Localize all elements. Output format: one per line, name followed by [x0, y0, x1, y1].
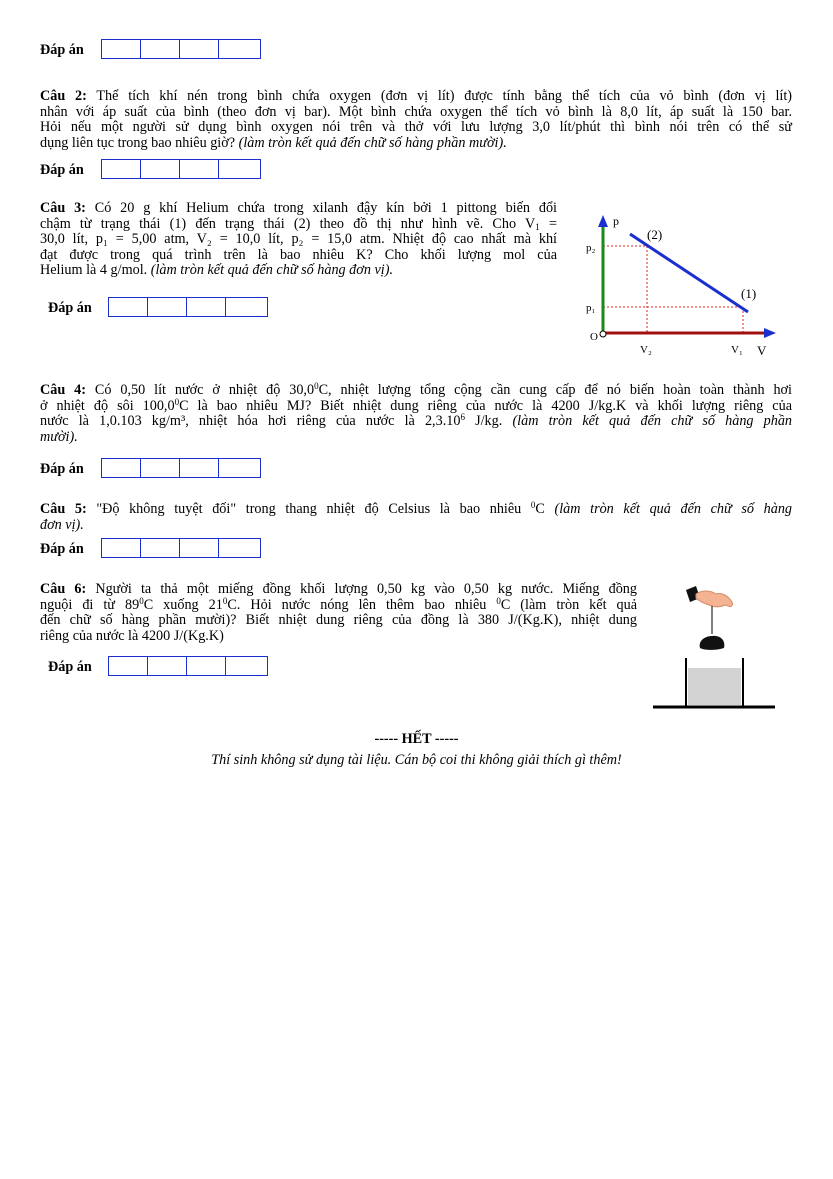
answer-cell[interactable]	[148, 298, 187, 316]
question-6-number: Câu 6:	[40, 581, 87, 597]
v-axis-arrow	[764, 328, 776, 338]
state-2-label: (2)	[647, 227, 663, 242]
answer-cell[interactable]	[180, 40, 219, 58]
v1-label: V₁	[731, 344, 743, 356]
degree-sup: 0	[496, 595, 501, 606]
beaker-illustration	[650, 578, 780, 713]
question-2-line: Thể tích khí nén trong bình chứa oxygen (đơn vị lít) được tính bằng thể tích của vỏ bình (đơn vị lít)	[96, 88, 792, 104]
question-6-text: C. Hỏi nước nóng lên thêm bao nhiêu	[227, 596, 497, 613]
answer-box-6[interactable]	[108, 656, 268, 676]
answer-cell[interactable]	[226, 657, 265, 675]
p2-label: p₂	[586, 242, 596, 254]
answer-box-4[interactable]	[101, 458, 261, 478]
answer-box-2[interactable]	[101, 159, 261, 179]
degree-sup: 0	[314, 381, 319, 391]
v2-label: V₂	[640, 344, 652, 356]
question-6-text: Người ta thả một miếng đồng khối lượng 0,50 kg vào 0,50 kg nước. Miếng đồng	[95, 581, 637, 597]
question-2-number: Câu 2:	[40, 88, 87, 104]
question-2	[40, 89, 792, 151]
answer-cell[interactable]	[180, 160, 219, 178]
p-axis-arrow	[598, 215, 608, 227]
answer-cell[interactable]	[141, 459, 180, 477]
question-6-text: C (làm tròn kết quả	[500, 596, 637, 613]
question-3-number: Câu 3:	[40, 200, 86, 216]
question-4-text: C, nhiệt lượng tổng cộng cần cung cấp để nó biến hoàn toàn thành hơi	[318, 382, 793, 398]
answer-cell[interactable]	[187, 657, 226, 675]
origin-label: O	[590, 331, 598, 343]
answer-cell[interactable]	[141, 539, 180, 557]
answer-label-1: Đáp án	[40, 42, 84, 58]
question-2-line: dụng liên tục trong bao nhiêu giờ?	[40, 134, 236, 151]
p1-label: p₁	[586, 302, 596, 314]
question-4-text: C là bao nhiêu MJ? Biết nhiệt dung riêng của nước là 4200 J/kg.K và khối lượng riêng của	[179, 397, 792, 414]
copper-piece	[700, 636, 725, 650]
question-2-line: Hỏi nếu một người sử dụng bình oxygen nói trên và thở với lưu lượng 3,0 lít/phút thì bình nói trên có thể sử	[40, 119, 792, 136]
answer-label-2: Đáp án	[40, 162, 84, 178]
hand-icon	[686, 586, 733, 607]
degree-sup: 0	[139, 595, 144, 606]
question-6-text: C xuống 21	[143, 596, 223, 613]
question-6	[40, 582, 637, 644]
answer-cell[interactable]	[102, 539, 141, 557]
exam-note: Thí sinh không sử dụng tài liệu. Cán bộ coi thi không giải thích gì thêm!	[211, 752, 622, 768]
question-2-hint: (làm tròn kết quả đến chữ số hàng phần mười).	[238, 134, 507, 151]
question-3-line: chậm từ trạng thái (1) đến trạng thái (2) theo đồ thị như hình vẽ. Cho V	[40, 215, 536, 232]
question-5	[40, 502, 792, 533]
water	[688, 668, 741, 705]
answer-cell[interactable]	[102, 160, 141, 178]
state-1-label: (1)	[741, 286, 757, 301]
p-axis-label: p	[613, 214, 619, 228]
answer-cell[interactable]	[187, 298, 226, 316]
question-3	[40, 201, 557, 279]
question-3-line: Helium là 4 g/mol.	[40, 262, 148, 279]
answer-label-6: Đáp án	[48, 659, 92, 675]
answer-cell[interactable]	[109, 657, 148, 675]
question-3-line: đạt được trong quá trình trên là bao nhiêu K? Cho khối lượng mol của	[40, 246, 557, 263]
answer-cell[interactable]	[148, 657, 187, 675]
answer-label-4: Đáp án	[40, 461, 84, 477]
answer-box-3[interactable]	[108, 297, 268, 317]
answer-cell[interactable]	[219, 539, 258, 557]
answer-cell[interactable]	[180, 539, 219, 557]
answer-cell[interactable]	[141, 40, 180, 58]
answer-box-1[interactable]	[101, 39, 261, 59]
question-2-line: nhân với áp suất của bình (theo đơn vị bar). Một bình chứa oxygen thể tích vỏ bình là 8,0 lít, áp suất là 150 bar.	[40, 103, 792, 120]
question-6-text: riêng của nước là 4200 J/(Kg.K)	[40, 627, 224, 644]
question-4-number: Câu 4:	[40, 382, 86, 398]
question-5-text: C	[535, 501, 555, 517]
pv-graph	[580, 208, 780, 363]
process-line	[630, 234, 748, 312]
question-3-line: Có 20 g khí Helium chứa trong xilanh đậy kín bởi 1 pittong biến đổi	[94, 200, 557, 216]
answer-cell[interactable]	[219, 160, 258, 178]
question-5-hint: (làm tròn kết quả đến chữ số hàng	[554, 501, 793, 517]
answer-cell[interactable]	[219, 40, 258, 58]
question-5-number: Câu 5:	[40, 501, 87, 517]
answer-cell[interactable]	[102, 459, 141, 477]
question-6-text: nguội đi từ 89	[40, 596, 140, 613]
question-6-text: đến chữ số hàng phần mười)? Biết nhiệt dung riêng của đồng là 380 J/(Kg.K), nhiệt dung	[40, 612, 637, 629]
answer-cell[interactable]	[141, 160, 180, 178]
answer-label-5: Đáp án	[40, 541, 84, 557]
question-5-hint: đơn vị).	[40, 516, 84, 533]
question-3-hint: (làm tròn kết quả đến chữ số hàng đơn vị).	[150, 262, 394, 279]
question-4-text: nước là 1,0.103 kg/m³, nhiệt hóa hơi riêng của nước là 2,3.10	[40, 413, 461, 430]
degree-sup: 0	[174, 396, 180, 407]
question-4-text: J/kg.	[464, 413, 503, 430]
question-3-line: =	[539, 215, 557, 232]
degree-sup: 0	[530, 500, 536, 510]
answer-cell[interactable]	[109, 298, 148, 316]
question-5-text: "Độ không tuyệt đối" trong thang nhiệt độ Celsius là bao nhiêu	[96, 501, 531, 517]
subscript: 1	[535, 221, 540, 232]
answer-cell[interactable]	[226, 298, 265, 316]
v-axis-label: V	[757, 343, 767, 358]
answer-cell[interactable]	[102, 40, 141, 58]
question-4-hint: (làm tròn kết quả đến chữ số hàng phần	[512, 413, 793, 430]
answer-cell[interactable]	[219, 459, 258, 477]
answer-box-5[interactable]	[101, 538, 261, 558]
origin-dot	[600, 331, 606, 337]
exponent-sup: 6	[460, 412, 465, 423]
question-3-line: 30,0 lít, p₁ = 5,00 atm, V₂ = 10,0 lít, p₂ = 15,0 atm. Nhiệt độ cao nhất mà khí	[40, 231, 557, 248]
question-4-text: ở nhiệt độ sôi 100,0	[40, 397, 175, 414]
end-marker: ----- HẾT -----	[374, 731, 459, 747]
answer-label-3: Đáp án	[48, 300, 92, 316]
answer-cell[interactable]	[180, 459, 219, 477]
degree-sup: 0	[222, 595, 228, 606]
question-4	[40, 383, 792, 445]
question-4-hint: mười).	[40, 428, 78, 445]
question-4-text: Có 0,50 lít nước ở nhiệt độ 30,0	[94, 382, 315, 398]
